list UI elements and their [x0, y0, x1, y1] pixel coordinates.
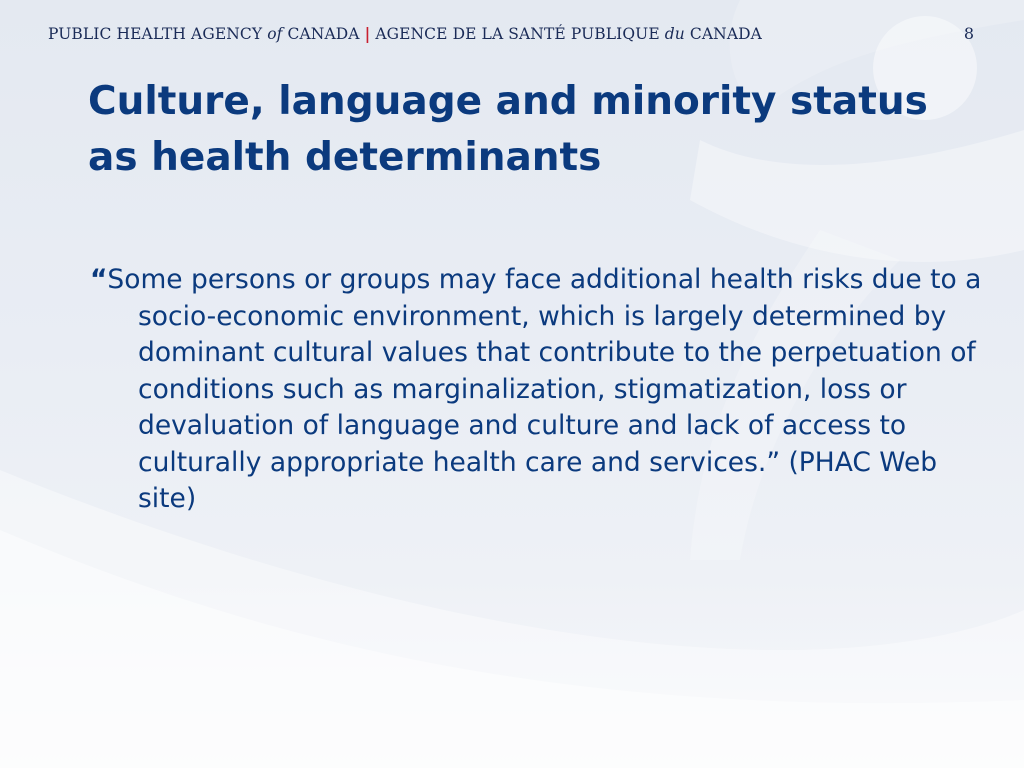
agency-name-fr-du: du	[664, 25, 685, 43]
agency-name-fr-part2: CANADA	[684, 25, 762, 43]
agency-name-en-part1: PUBLIC HEALTH AGENCY	[48, 25, 268, 43]
slide-title: Culture, language and minority status as health determinants	[88, 79, 928, 180]
agency-name-fr-part1: AGENCE DE LA SANTÉ PUBLIQUE	[375, 25, 665, 43]
agency-header	[48, 24, 762, 43]
slide-number: 8	[963, 24, 974, 43]
agency-name-en-part2: CANADA	[282, 25, 360, 43]
quote-text: Some persons or groups may face additional health risks due to a socio-economic environment, which is largely determined by dominant cultural values that contribute to the perpetuation of conditions such as marginalization, stigmatization, loss or devaluation of language and culture and lack of access to culturally appropriate health care and services.” (PHAC Web site)	[107, 264, 982, 514]
quote-paragraph	[90, 262, 998, 518]
open-quote-mark: “	[90, 264, 108, 295]
header-separator: |	[364, 24, 371, 43]
agency-name-en-of: of	[267, 25, 283, 43]
